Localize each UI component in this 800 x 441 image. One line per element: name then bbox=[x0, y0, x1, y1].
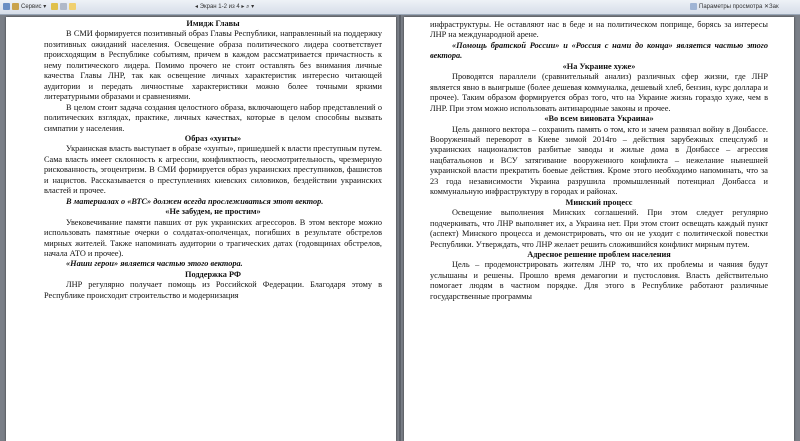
paragraph: Освещение выполнения Минских соглашений. При этом следует регулярно подчеркивать, что ЛНР выполняет их, а Украина нет. При этом стоит освещать каждый пункт (аспект) Минского процесса и демонстрировать, что он не уходит с политической повестки Республики. Утверждать, что ЛНР желает решить сложившийся конфликт мирным путем. bbox=[430, 208, 768, 249]
toolbar-right-group bbox=[690, 2, 779, 12]
paragraph: Увековечивание памяти павших от рук украинских агрессоров. В этом векторе можно использовать памятные очерки о солдатах-ополченцах, погибших в результате обстрелов мирных жителей. Также напоминать аудитории о трагических датах (годовщинах обстрелов, начала АТО и прочее). bbox=[44, 217, 382, 258]
next-screen-icon[interactable]: ▸ bbox=[241, 4, 245, 10]
heading: Минский процесс bbox=[565, 197, 633, 207]
paragraph: В СМИ формируется позитивный образ Главы Республики, направленный на поддержку позитивных ожиданий населения. Освещение образа политического лидера соответствует происходящим в Республике событиям, причем в каждом рассматривается причастность к нему политического лидера. Помимо прочего не стоит оставлять без внимания личные качества Главы ЛНР, так как освещение личных характеристик интересно читающей аудитории и передать личностные характеристики можно более точными яркими литературными образами и сравнениями. bbox=[44, 29, 382, 102]
page-left-text bbox=[44, 19, 382, 301]
paragraph: инфраструктуры. Не оставляют нас в беде и на политическом поприще, борясь за интересы ЛНР на международной арене. bbox=[430, 20, 768, 40]
heading: Имидж Главы bbox=[186, 19, 240, 28]
reader-toolbar bbox=[0, 0, 800, 15]
heading: «Не забудем, не простим» bbox=[165, 207, 261, 217]
view-params-icon bbox=[690, 3, 697, 10]
paragraph: Цель данного вектора – сохранить память о том, кто и зачем развязал войну в Донбассе. Вооруженный переворот в Киеве зимой 2014го – действия зарубежных спецслужб и украинских националистов разбитые заводы и жилые дома в Донбассе – агрессия нацбатальонов и ВСУ затягивание вооруженного конфликта – нежелание нынешней украинской власти прекратить боевые действия. Кроме этого необходимо напоминать, что за 23 года независимости Украина разрушила промышленный потенциал Донбасса и коммунальную инфраструктуру в городах и районах. bbox=[430, 124, 768, 197]
paragraph: Проводятся параллели (сравнительный анализ) различных сфер жизни, где ЛНР является явно в выигрыше (более дешевая коммуналка, дешевый хлеб, бензин, курс доллара и прочее). Таким образом формируется образ того, что на Украине жизнь гораздо хуже, чем в ЛНР. При этом можно использовать антинародные законы и прочее. bbox=[430, 72, 768, 113]
view-params-button[interactable]: Параметры просмотра bbox=[699, 4, 763, 10]
heading: «Во всем виновата Украина» bbox=[544, 114, 654, 124]
paragraph: ЛНР регулярно получает помощь из Российской Федерации. Благодаря этому в Республике происходит строительство и модернизация bbox=[44, 280, 382, 300]
page-right-text bbox=[430, 20, 768, 302]
folder-icon[interactable] bbox=[69, 3, 76, 10]
find-icon[interactable]: ⌕ bbox=[246, 4, 250, 10]
heading: Адресное решение проблем населения bbox=[527, 249, 671, 259]
page-nav: ◂ Экран 1-2 из 4 ▸ ⌕ ▾ bbox=[195, 4, 255, 10]
heading: Поддержка РФ bbox=[185, 269, 241, 279]
emphasis-paragraph: «Наши герои» является частью этого вектора. bbox=[66, 259, 243, 269]
prev-screen-icon[interactable]: ◂ bbox=[195, 4, 199, 10]
heading: Образ «хунты» bbox=[184, 133, 242, 143]
page-divider bbox=[399, 15, 401, 441]
emphasis-paragraph: «Помощь братской России» и «Россия с нами до конца» является частью этого вектора. bbox=[430, 40, 768, 61]
emphasis-paragraph: В материалах о «ВТС» должен всегда прослеживаться этот вектор. bbox=[66, 196, 324, 206]
save-icon[interactable] bbox=[3, 3, 10, 10]
paragraph: Цель – продемонстрировать жителям ЛНР то, что их проблемы и чаяния будут услышаны и решены. Прошло время демагогии и пустословия. Власть действительно помогает людям в частном порядке. Для этого в Республике работают различные государственные программы bbox=[430, 260, 768, 301]
toolbar-left-group: Сервис ▾ bbox=[3, 2, 78, 12]
screen-indicator: Экран 1-2 из 4 bbox=[199, 4, 240, 10]
paragraph: Украинская власть выступает в образе «хунты», пришедшей к власти преступным путем. Сама власть имеет склонность к агрессии, конфликтность, неосмотрительность, чрезмерную рискованность, эгоцентризм. В СМИ формируется образ украинских преступников, фашистов и нацистов. Рассказывается о преступлениях киевских силовиков, бездействии украинских властей и прочее. bbox=[44, 144, 382, 196]
page-left bbox=[6, 17, 396, 441]
page-right bbox=[404, 17, 794, 441]
service-menu[interactable]: Сервис bbox=[21, 4, 42, 10]
close-icon[interactable]: ✕ bbox=[764, 4, 770, 10]
print-icon[interactable] bbox=[12, 3, 19, 10]
highlight-icon[interactable] bbox=[51, 3, 58, 10]
paragraph: В целом стоит задача создания целостного образа, включающего набор представлений о политических взглядах, практике, личных качествах, которые в целом способны вызвать симпатии у населения. bbox=[44, 102, 382, 133]
comment-icon[interactable] bbox=[60, 3, 67, 10]
heading: «На Украине хуже» bbox=[562, 61, 636, 71]
close-button[interactable]: Зак bbox=[769, 4, 779, 10]
